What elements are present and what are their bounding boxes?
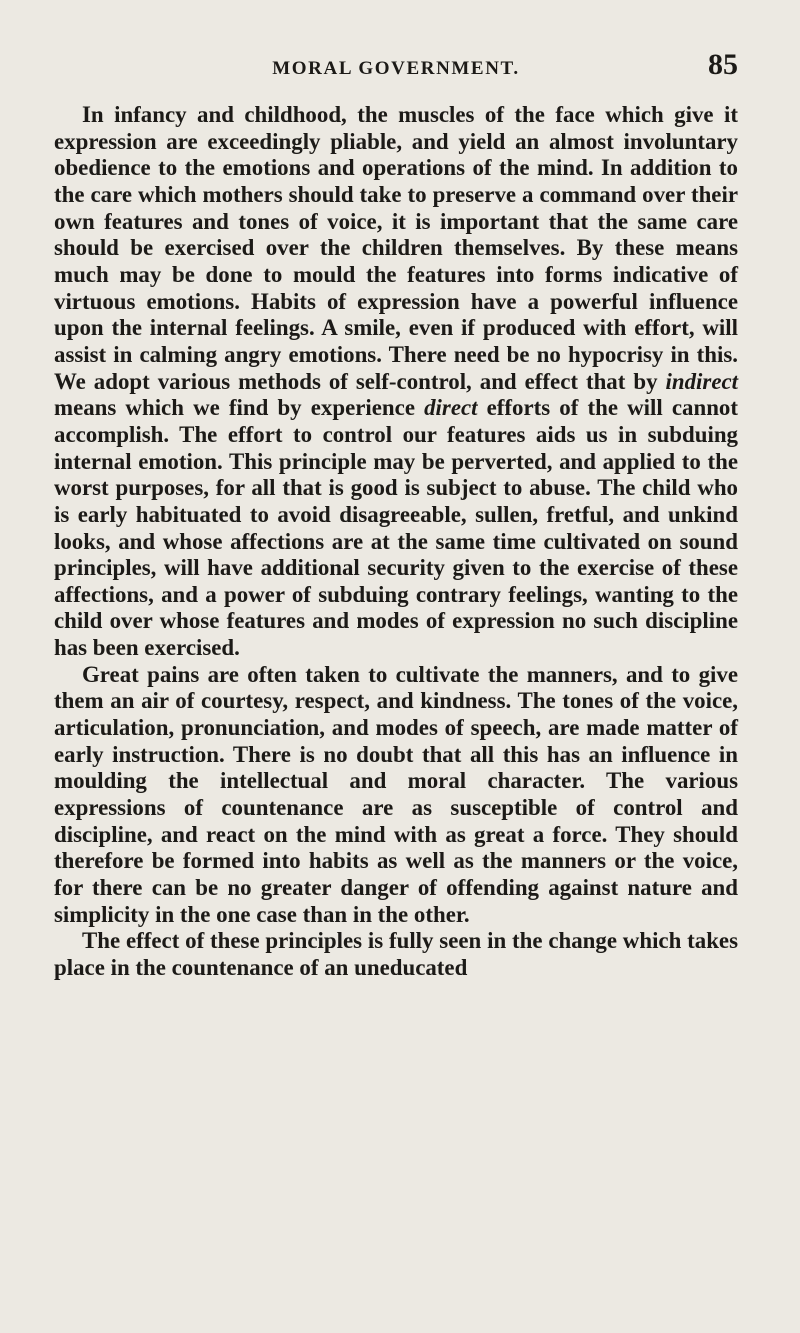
paragraph-1-text-c: efforts of the will cannot accomplish. The effort to control our features aids us in subduing internal emotion. This principle may be perverted, and applied to the worst purposes, for all that is good is subject to abuse. The child who is early habituated to avoid disagreeable, sullen, fretful, and unkind looks, and whose affections are at the same time cultivated on sound principles, will have additional security given to the exercise of these affections, and a power of subduing contrary feelings, wanting to the child over whose features and modes of expression no such discipline has been exercised. <box>54 395 738 661</box>
paragraph-1-text-a: In infancy and childhood, the muscles of the face which give it expression are exceedingly pliable, and yield an almost involuntary obedience to the emotions and operations of the mind. In addition to the care which mothers should take to preserve a command over their own features and tones of voice, it is important that the same care should be exercised over the children themselves. By these means much may be done to mould the features into forms indicative of virtuous emotions. Habits of expression have a powerful influence upon the internal feelings. A smile, even if produced with effort, will assist in calming angry emotions. There need be no hypocrisy in this. We adopt various methods of self-control, and effect that by <box>54 102 738 394</box>
italic-word-indirect: indirect <box>665 368 738 394</box>
paragraph-1-text-b: means which we find by experience <box>54 395 425 421</box>
italic-word-direct: direct <box>424 395 478 421</box>
running-title: MORAL GOVERNMENT. <box>272 58 520 79</box>
paragraph-1 <box>54 102 738 662</box>
page-number: 85 <box>708 48 738 81</box>
running-head <box>54 48 738 82</box>
paragraph-2: Great pains are often taken to cultivate the manners, and to give them an air of courtesy, respect, and kindness. The tones of the voice, articulation, pronunciation, and modes of speech, are made matter of early instruction. There is no doubt that all this has an influence in moulding the intellectual and moral character. The various expressions of countenance are as susceptible of control and discipline, and react on the mind with as great a force. They should therefore be formed into habits as well as the manners or the voice, for there can be no greater danger of offending against nature and simplicity in the one case than in the other. <box>54 661 738 927</box>
paragraph-3: The effect of these principles is fully seen in the change which takes place in the countenance of an uneducated <box>54 928 738 980</box>
